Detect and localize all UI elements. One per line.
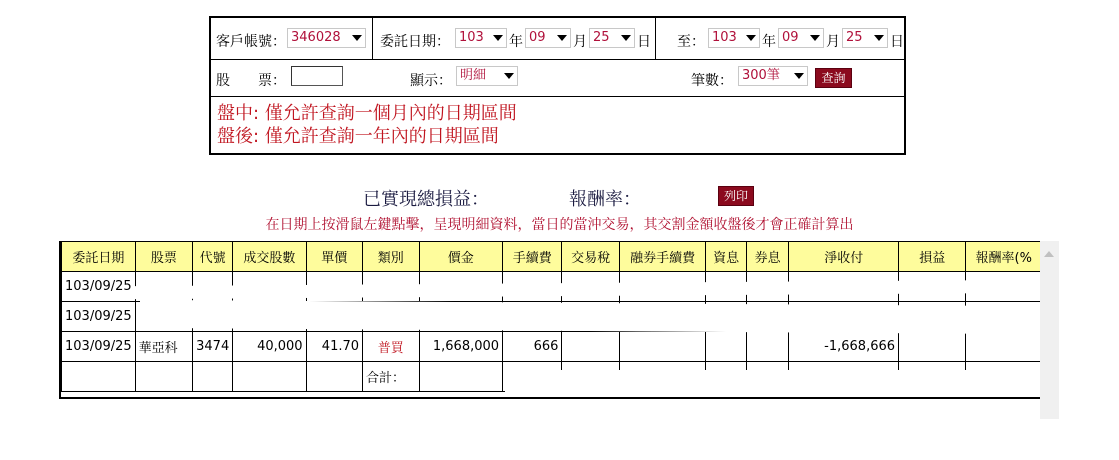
chevron-down-icon bbox=[874, 35, 884, 41]
from-day-value: 25 bbox=[593, 30, 610, 45]
header-fee[interactable]: 手續費 bbox=[503, 242, 562, 272]
from-day-select[interactable] bbox=[589, 28, 635, 48]
header-amount[interactable]: 價金 bbox=[419, 242, 503, 272]
cell-order-date[interactable]: 103/09/25 bbox=[62, 302, 136, 332]
cell-profit-loss bbox=[899, 332, 966, 362]
month-unit: 月 bbox=[826, 34, 840, 50]
cell-tax bbox=[562, 332, 619, 362]
header-net-settlement[interactable]: 淨收付 bbox=[789, 242, 899, 272]
header-type[interactable]: 類別 bbox=[363, 242, 420, 272]
header-short-interest[interactable]: 券息 bbox=[746, 242, 789, 272]
order-date-label: 委託日期： bbox=[380, 34, 450, 50]
cell-amount: 1,668,000 bbox=[419, 332, 503, 362]
cell-code: 3474 bbox=[193, 332, 233, 362]
header-return-rate[interactable]: 報酬率(% bbox=[966, 242, 1042, 272]
scroll-up-arrow-icon[interactable] bbox=[1044, 251, 1054, 257]
note-afterhours: 盤後: 僅允許查詢一年內的日期區間 bbox=[217, 126, 499, 147]
header-short-fee[interactable]: 融券手續費 bbox=[619, 242, 705, 272]
chevron-down-icon bbox=[504, 73, 514, 79]
from-year-value: 103 bbox=[459, 30, 484, 45]
total-cell bbox=[193, 362, 233, 392]
stock-input[interactable] bbox=[291, 66, 343, 86]
stock-label: 股 票： bbox=[216, 73, 286, 89]
display-label: 顯示： bbox=[410, 73, 452, 89]
header-filled-shares[interactable]: 成交股數 bbox=[233, 242, 306, 272]
from-month-select[interactable] bbox=[525, 28, 571, 48]
total-cell bbox=[233, 362, 306, 392]
total-cell bbox=[62, 362, 136, 392]
count-select[interactable] bbox=[738, 66, 808, 86]
return-rate-label: 報酬率： bbox=[569, 189, 641, 210]
year-unit: 年 bbox=[509, 34, 523, 50]
to-day-value: 25 bbox=[846, 30, 863, 45]
realized-pl-label: 已實現總損益： bbox=[363, 189, 489, 210]
chevron-down-icon bbox=[621, 35, 631, 41]
total-cell bbox=[135, 362, 192, 392]
cell-order-date[interactable]: 103/09/25 bbox=[62, 272, 136, 302]
count-label: 筆數： bbox=[691, 73, 733, 89]
account-select[interactable] bbox=[287, 28, 366, 48]
chevron-down-icon bbox=[352, 35, 362, 41]
header-order-date[interactable]: 委託日期 bbox=[62, 242, 136, 272]
cell-short-fee bbox=[619, 332, 705, 362]
query-form bbox=[209, 16, 906, 155]
note-intraday: 盤中: 僅允許查詢一個月內的日期區間 bbox=[217, 103, 517, 124]
hint-text: 在日期上按滑鼠左鍵點擊，呈現明細資料，當日的當沖交易，其交割金額收盤後才會正確計算出 bbox=[265, 217, 854, 233]
header-tax[interactable]: 交易稅 bbox=[562, 242, 619, 272]
to-day-select[interactable] bbox=[842, 28, 888, 48]
cell-margin-interest bbox=[706, 332, 747, 362]
query-row-account-date bbox=[211, 18, 904, 60]
total-cell bbox=[419, 362, 503, 392]
cell-stock: 華亞科 bbox=[135, 332, 192, 362]
account-select-value: 346028 bbox=[291, 30, 341, 45]
table-header-row bbox=[62, 242, 1042, 272]
month-unit: 月 bbox=[573, 34, 587, 50]
cell-net-settlement: -1,668,666 bbox=[789, 332, 899, 362]
table-row bbox=[62, 332, 1042, 362]
cell-return-rate bbox=[966, 332, 1042, 362]
total-cell bbox=[306, 362, 362, 392]
header-margin-interest[interactable]: 資息 bbox=[706, 242, 747, 272]
display-select-value: 明細 bbox=[460, 68, 487, 83]
to-year-select[interactable] bbox=[708, 28, 760, 48]
cell-order-date[interactable]: 103/09/25 bbox=[62, 332, 136, 362]
print-button[interactable]: 列印 bbox=[718, 186, 754, 206]
query-notes bbox=[211, 97, 904, 153]
to-month-value: 09 bbox=[782, 30, 799, 45]
header-unit-price[interactable]: 單價 bbox=[306, 242, 362, 272]
to-month-select[interactable] bbox=[778, 28, 824, 48]
redaction-mark bbox=[505, 370, 1040, 392]
header-stock[interactable]: 股票 bbox=[135, 242, 192, 272]
chevron-down-icon bbox=[810, 35, 820, 41]
account-label: 客戶帳號： bbox=[216, 34, 286, 50]
vertical-scrollbar[interactable] bbox=[1040, 241, 1059, 419]
query-row-stock-display bbox=[211, 60, 904, 97]
cell-filled-shares: 40,000 bbox=[233, 332, 306, 362]
to-year-value: 103 bbox=[712, 30, 737, 45]
from-month-value: 09 bbox=[529, 30, 546, 45]
year-unit: 年 bbox=[762, 34, 776, 50]
from-year-select[interactable] bbox=[455, 28, 507, 48]
cell-unit-price: 41.70 bbox=[306, 332, 362, 362]
day-unit: 日 bbox=[637, 34, 651, 50]
day-unit: 日 bbox=[890, 34, 904, 50]
chevron-down-icon bbox=[557, 35, 567, 41]
to-label: 至： bbox=[677, 34, 705, 50]
divider bbox=[655, 18, 656, 59]
display-select[interactable] bbox=[456, 66, 518, 86]
chevron-down-icon bbox=[746, 35, 756, 41]
cell-short-interest bbox=[746, 332, 789, 362]
divider bbox=[372, 18, 373, 59]
chevron-down-icon bbox=[493, 35, 503, 41]
header-code[interactable]: 代號 bbox=[193, 242, 233, 272]
total-label: 合計： bbox=[363, 362, 420, 392]
count-select-value: 300筆 bbox=[742, 68, 780, 83]
cell-fee: 666 bbox=[503, 332, 562, 362]
chevron-down-icon bbox=[794, 73, 804, 79]
query-button[interactable]: 查詢 bbox=[815, 68, 852, 88]
cell-type: 普買 bbox=[363, 332, 420, 362]
header-profit-loss[interactable]: 損益 bbox=[899, 242, 966, 272]
